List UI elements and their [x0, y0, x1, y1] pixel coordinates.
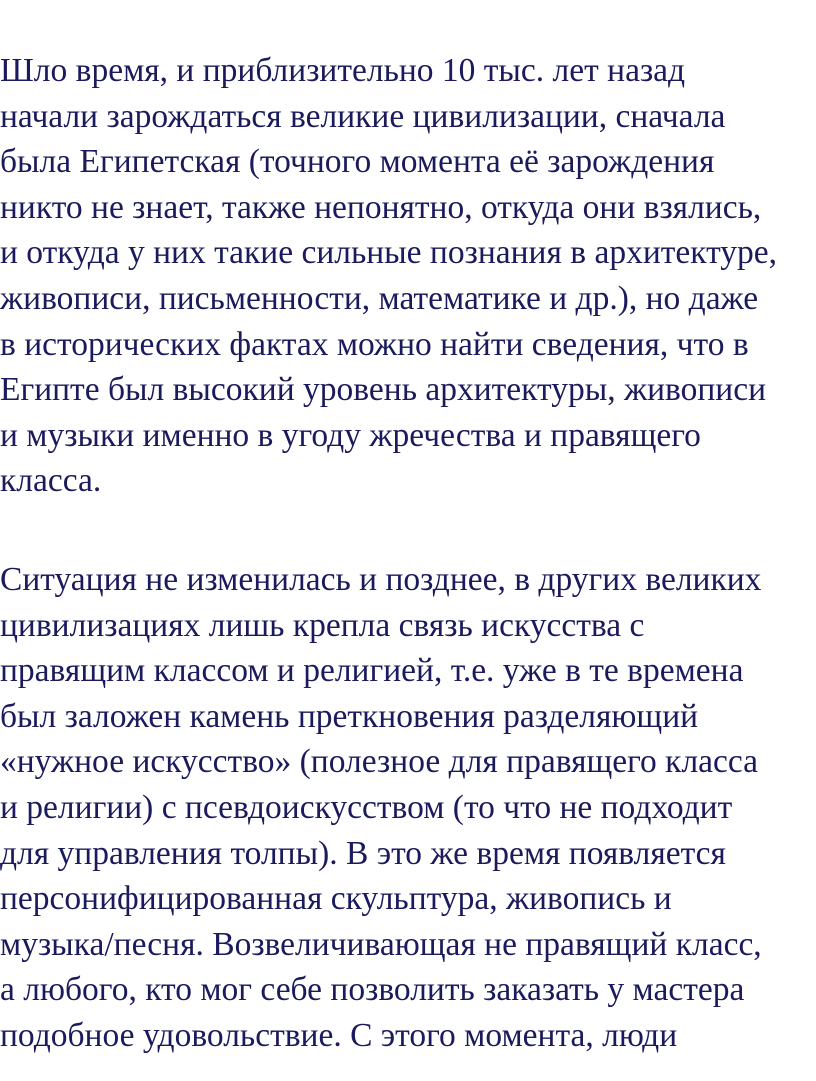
- paragraph-2-line-1: Ситуация не изменилась и позднее, в других великих: [0, 561, 762, 598]
- paragraph-2-line-8: персонифицированная скульптура, живопись и: [0, 880, 672, 918]
- paragraph-2-line-10: а любого, кто мог себе позволить заказать у мастера: [0, 971, 745, 1009]
- paragraph-1-line-7: в исторических фактах можно найти сведения, что в: [0, 325, 749, 363]
- paragraph-2: [0, 557, 816, 1059]
- paragraph-2-line-7: для управления толпы). В это же время появляется: [0, 834, 726, 872]
- paragraph-1-line-2: начали зарождаться великие цивилизации, сначала: [0, 97, 726, 135]
- paragraph-2-line-5: «нужное искусство» (полезное для правящего класса: [0, 743, 759, 781]
- paragraph-1-line-9: и музыки именно в угоду жречества и правящего: [0, 416, 701, 454]
- paragraph-2-line-9: музыка/песня. Возвеличивающая не правящий класс,: [0, 925, 762, 963]
- paragraph-2-line-4: был заложен камень преткновения разделяющий: [0, 697, 699, 735]
- paragraph-1: [0, 48, 816, 504]
- paragraph-2-line-11: подобное удовольствие. С этого момента, люди: [0, 1016, 678, 1054]
- paragraph-1-line-8: Египте был высокий уровень архитектуры, живописи: [0, 371, 767, 409]
- paragraph-1-line-3: была Египетская (точного момента её зарождения: [0, 143, 715, 181]
- paragraph-2-line-3: правящим классом и религией, т.е. уже в те времена: [0, 652, 744, 690]
- paragraph-1-line-4: никто не знает, также непонятно, откуда они взялись,: [0, 188, 762, 226]
- paragraph-2-line-2: цивилизациях лишь крепла связь искусства с: [0, 606, 645, 644]
- paragraph-1-line-1: Шло время, и приблизительно 10 тыс. лет назад: [0, 52, 686, 89]
- paragraph-2-line-6: и религии) с псевдоискусством (то что не подходит: [0, 788, 733, 826]
- paragraph-1-line-10: класса.: [0, 462, 102, 500]
- paragraph-1-line-6: живописи, письменности, математике и др.), но даже: [0, 279, 759, 317]
- paragraph-1-line-5: и откуда у них такие сильные познания в архитектуре,: [0, 234, 778, 272]
